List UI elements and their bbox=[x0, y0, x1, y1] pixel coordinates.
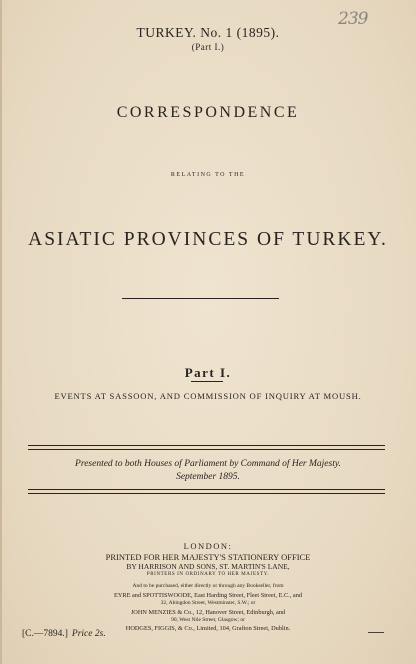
presented-date: September 1895. bbox=[176, 472, 240, 482]
presented-line: Presented to both Houses of Parliament by Command of Her Majesty. bbox=[75, 459, 341, 469]
part-subtitle: EVENTS AT SASSOON, AND COMMISSION OF INQUIRY AT MOUSH. bbox=[54, 391, 362, 401]
imprint-printers-note: PRINTERS IN ORDINARY TO HER MAJESTY. bbox=[146, 572, 270, 577]
price: Price 2s. bbox=[71, 629, 106, 639]
part-heading: Part I. bbox=[184, 365, 232, 380]
footer-line bbox=[22, 629, 106, 639]
imprint-printer: BY HARRISON AND SONS, ST. MARTIN'S LANE, bbox=[126, 562, 290, 571]
imprint-city: LONDON: bbox=[183, 541, 233, 551]
title-rule bbox=[122, 298, 279, 299]
relating-line: RELATING TO THE bbox=[170, 172, 246, 178]
imprint-menzies-line-2: 90, West Nile Street, Glasgow; or bbox=[171, 617, 245, 623]
part-label-small: (Part I.) bbox=[191, 42, 225, 52]
footer-mark bbox=[368, 632, 384, 633]
imprint-eyre-line-1: EYRE and SPOTTISWOODE, East Harding Street, Fleet Street, E.C., and bbox=[114, 592, 302, 599]
upper-double-rule bbox=[28, 445, 385, 450]
series-number: TURKEY. No. 1 (1895). bbox=[136, 25, 280, 40]
part-underline bbox=[191, 381, 223, 382]
imprint-menzies-line-1: JOHN MENZIES & Co., 12, Hanover Street, Edinburgh, and bbox=[130, 609, 286, 616]
pencil-note: 239 bbox=[338, 9, 368, 29]
command-number: [C.—7894.] bbox=[22, 629, 68, 639]
imprint-eyre-line-2: 32, Abingdon Street, Westminster, S.W.; or bbox=[160, 600, 256, 606]
main-title: ASIATIC PROVINCES OF TURKEY. bbox=[28, 229, 388, 250]
lower-double-rule bbox=[28, 489, 385, 494]
imprint-purchase-line: And to be purchased, either directly or through any Bookseller, from bbox=[132, 583, 284, 589]
imprint-printed: PRINTED FOR HER MAJESTY'S STATIONERY OFFICE bbox=[105, 552, 311, 562]
correspondence-heading: CORRESPONDENCE bbox=[116, 104, 300, 121]
imprint-hodges-line: HODGES, FIGGIS, & Co., Limited, 104, Grafton Street, Dublin. bbox=[125, 625, 291, 632]
